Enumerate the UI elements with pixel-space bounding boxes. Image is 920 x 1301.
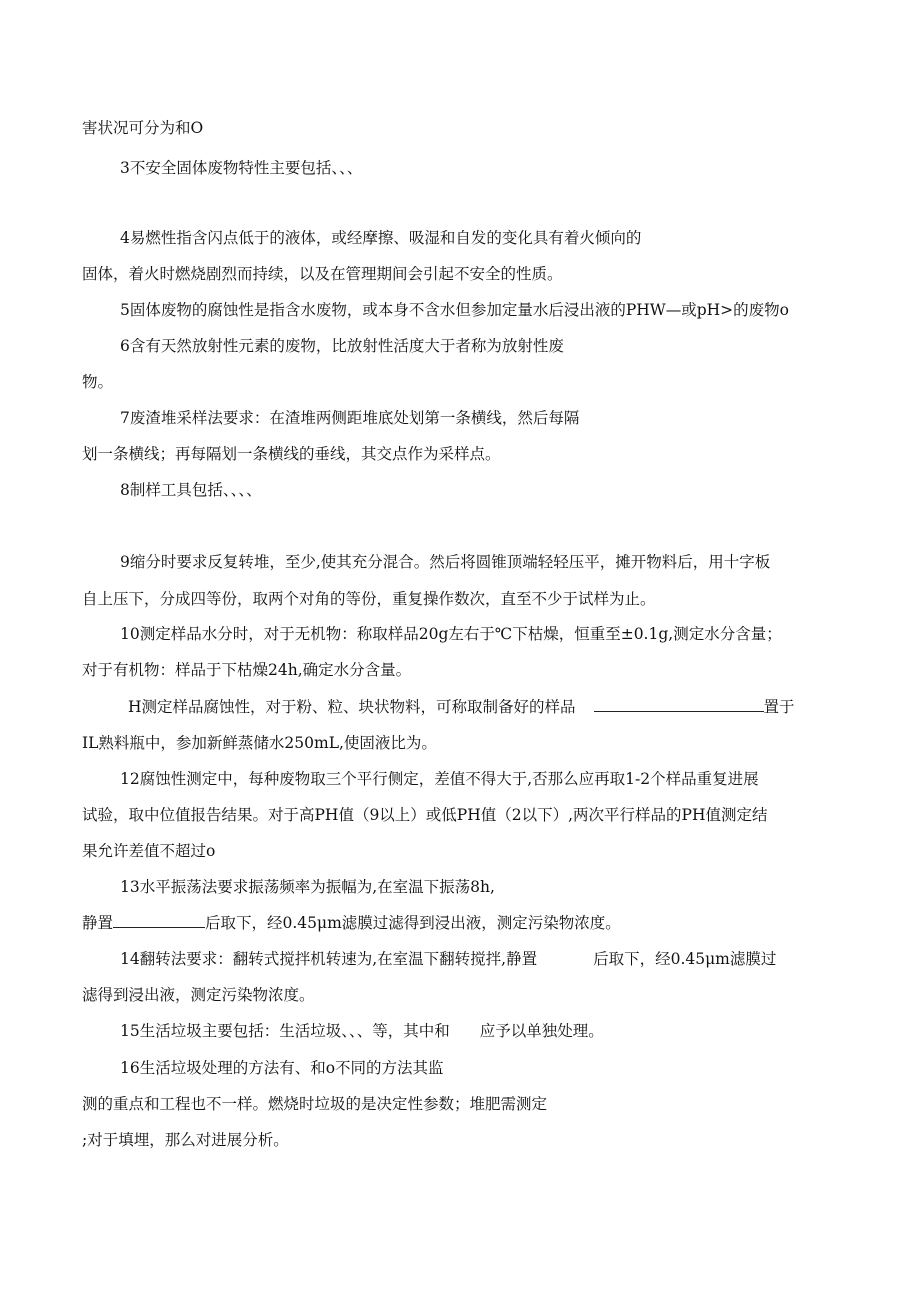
question-4-continued: 固体，着火时燃烧剧烈而持续，以及在管理期间会引起不安全的性质。: [82, 265, 563, 283]
question-10-continued: 对于有机物：样品于下枯燥24h,确定水分含量。: [82, 661, 412, 679]
question-7: 7废渣堆采样法要求：在渣堆两侧距堆底处划第一条横线，然后每隔: [120, 409, 580, 427]
question-14-tail: 后取下，经0.45μm滤膜过: [593, 950, 777, 968]
question-9-continued: 自上压下，分成四等份，取两个对角的等份，重复操作数次，直至不少于试样为止。: [82, 590, 656, 608]
question-8: 8制样工具包括、、、、: [120, 481, 262, 499]
question-10: 10测定样品水分时，对于无机物：称取样品20g左右于℃下枯燥，恒重至±0.1g,测定水分含量；: [120, 625, 782, 643]
question-12: 12腐蚀性测定中，每种废物取三个平行侧定，差值不得大于,否那么应再取1-2个样品重复进展: [120, 770, 759, 788]
question-5: 5固体废物的腐蚀性是指含水废物，或本身不含水但参加定量水后浸出液的PHW—或pH>的废物o: [120, 301, 790, 319]
question-12-continued-2: 果允许差值不超过o: [82, 842, 216, 860]
question-15-tail: 应予以单独处理。: [479, 1022, 604, 1040]
answer-blank[interactable]: [113, 913, 205, 928]
question-13-continued: [82, 913, 621, 933]
question-14-text: 14翻转法要求：翻转式搅拌机转速为,在室温下翻转搅拌,静置: [120, 950, 538, 968]
question-11: [128, 697, 795, 717]
question-13-text: 静置: [82, 914, 114, 932]
question-16: 16生活垃圾处理的方法有、和o不同的方法其监: [120, 1059, 444, 1077]
text-line-1: 害状况可分为和O: [82, 119, 204, 137]
question-16-continued: 测的重点和工程也不一样。燃烧时垃圾的是决定性参数；堆肥需测定: [82, 1095, 548, 1113]
answer-blank[interactable]: [594, 697, 764, 712]
question-11-continued: IL熟料瓶中，参加新鲜蒸储水250mL,使固液比为。: [82, 734, 437, 752]
question-16-continued-2: ;对于填埋，那么对进展分析。: [82, 1131, 289, 1149]
question-7-continued: 划一条横线；再每隔划一条横线的垂线，其交点作为采样点。: [82, 445, 501, 463]
question-12-continued: 试验，取中位值报告结果。对于高PH值（9以上）或低PH值（2以下）,两次平行样品的PH值测定结: [82, 806, 768, 824]
question-14-continued: 滤得到浸出液，测定污染物浓度。: [82, 986, 315, 1004]
question-6: 6含有天然放射性元素的废物，比放射性活度大于者称为放射性废: [120, 337, 564, 355]
question-9: 9缩分时要求反复转堆，至少,使其充分混合。然后将圆锥顶端轻轻压平，摊开物料后，用十字板: [120, 553, 771, 571]
question-4: 4易燃性指含闪点低于的液体，或经摩擦、吸湿和自发的变化具有着火倾向的: [120, 229, 642, 247]
question-11-tail: 置于: [763, 698, 795, 716]
question-6-continued: 物。: [82, 373, 114, 391]
question-13: 13水平振荡法要求振荡频率为振幅为,在室温下振荡8h,: [120, 878, 495, 896]
question-14: [120, 949, 776, 969]
question-3: 3不安全固体废物特性主要包括、、、: [120, 159, 363, 177]
question-15: [120, 1021, 604, 1041]
question-15-text: 15生活垃圾主要包括：生活垃圾、、、等，其中和: [120, 1022, 450, 1040]
question-11-text: H测定样品腐蚀性，对于粉、粒、块状物料，可称取制备好的样品: [128, 698, 576, 716]
question-13-tail: 后取下，经0.45μm滤膜过滤得到浸出液，测定污染物浓度。: [205, 914, 621, 932]
